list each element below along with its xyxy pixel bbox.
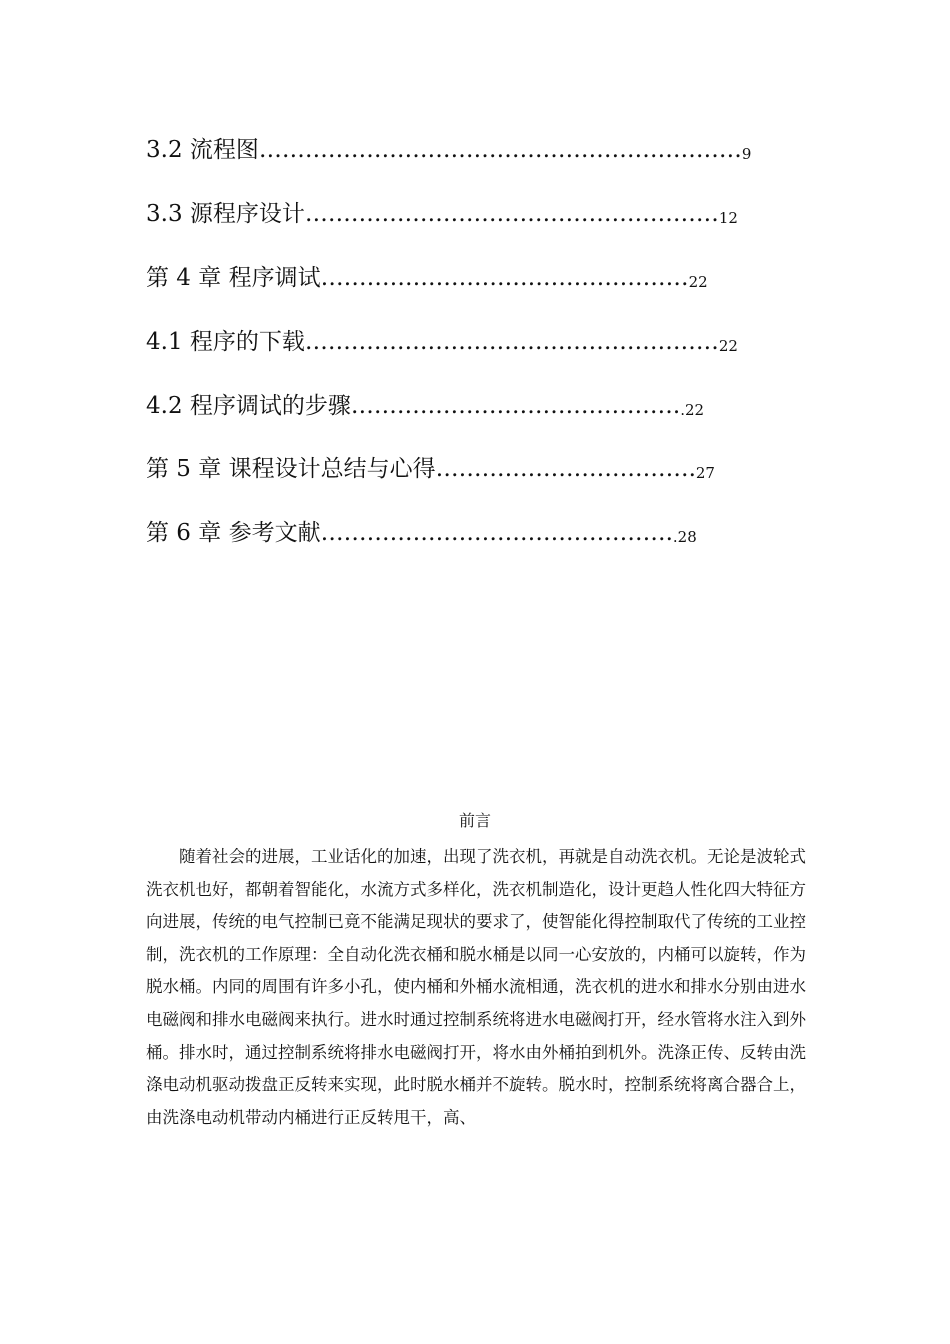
toc-line-3-3 bbox=[146, 200, 738, 232]
toc-label: 4.1 程序的下载 bbox=[146, 329, 305, 355]
toc-page-number: 22 bbox=[688, 273, 708, 291]
toc-leader-dots: ………………………………………… bbox=[320, 265, 689, 291]
toc-leader-dots: ……………………………. bbox=[435, 456, 696, 482]
toc-leader-dots: ……………………………………………………… bbox=[258, 137, 742, 163]
toc-leader-dots: ……………………………………. bbox=[350, 393, 681, 419]
toc-line-chapter-5 bbox=[146, 455, 715, 487]
toc-leader-dots: ………………………………………. bbox=[320, 520, 673, 546]
toc-page-number: .22 bbox=[680, 401, 705, 419]
toc-label: 3.2 流程图 bbox=[146, 137, 259, 163]
toc-label: 3.3 源程序设计 bbox=[146, 201, 305, 227]
toc-line-3-2 bbox=[146, 136, 751, 168]
toc-page-number: .28 bbox=[672, 528, 697, 546]
toc-label: 第 5 章 课程设计总结与心得 bbox=[146, 456, 436, 482]
preface-title: 前言 bbox=[458, 811, 491, 830]
toc-page-number: 9 bbox=[741, 145, 752, 163]
toc-page-number: 12 bbox=[718, 209, 738, 227]
preface-paragraph: 随着社会的进展，工业话化的加速，出现了洗衣机，再就是自动洗衣机。无论是波轮式洗衣机也好，都朝着智能化，水流方式多样化，洗衣机制造化，设计更趋人性化四大特征方向进展，传统的电气控制已竟不能满足现状的要求了，使智能化得控制取代了传统的工业控制，洗衣机的工作原理：全自动化洗衣桶和脱水桶是以同一心安放的，内桶可以旋转，作为脱水桶。内同的周围有许多小孔，使内桶和外桶水流相通，洗衣机的进水和排水分别由进水电磁阀和排水电磁阀来执行。进水时通过控制系统将进水电磁阀打开，经水管将水注入到外桶。排水时，通过控制系统将排水电磁阀打开，将水由外桶拍到机外。洗涤正传、反转由洗涤电动机驱动拨盘正反转来实现，此时脱水桶并不旋转。脱水时，控制系统将离合器合上，由洗涤电动机带动内桶进行正反转甩干，高、 bbox=[146, 847, 806, 1127]
toc-line-chapter-4 bbox=[146, 264, 708, 296]
toc-line-4-1 bbox=[146, 328, 738, 360]
toc-line-chapter-6 bbox=[146, 519, 697, 551]
toc-leader-dots: ……………………………………………… bbox=[304, 201, 719, 227]
preface-body bbox=[146, 841, 806, 1134]
toc-label: 4.2 程序调试的步骤 bbox=[146, 393, 351, 419]
toc-page-number: 27 bbox=[695, 464, 715, 482]
toc-line-4-2 bbox=[146, 392, 704, 424]
toc-label: 第 4 章 程序调试 bbox=[146, 265, 321, 291]
toc-label: 第 6 章 参考文献 bbox=[146, 520, 321, 546]
toc-page-number: 22 bbox=[718, 337, 738, 355]
toc-leader-dots: ……………………………………………… bbox=[304, 329, 719, 355]
